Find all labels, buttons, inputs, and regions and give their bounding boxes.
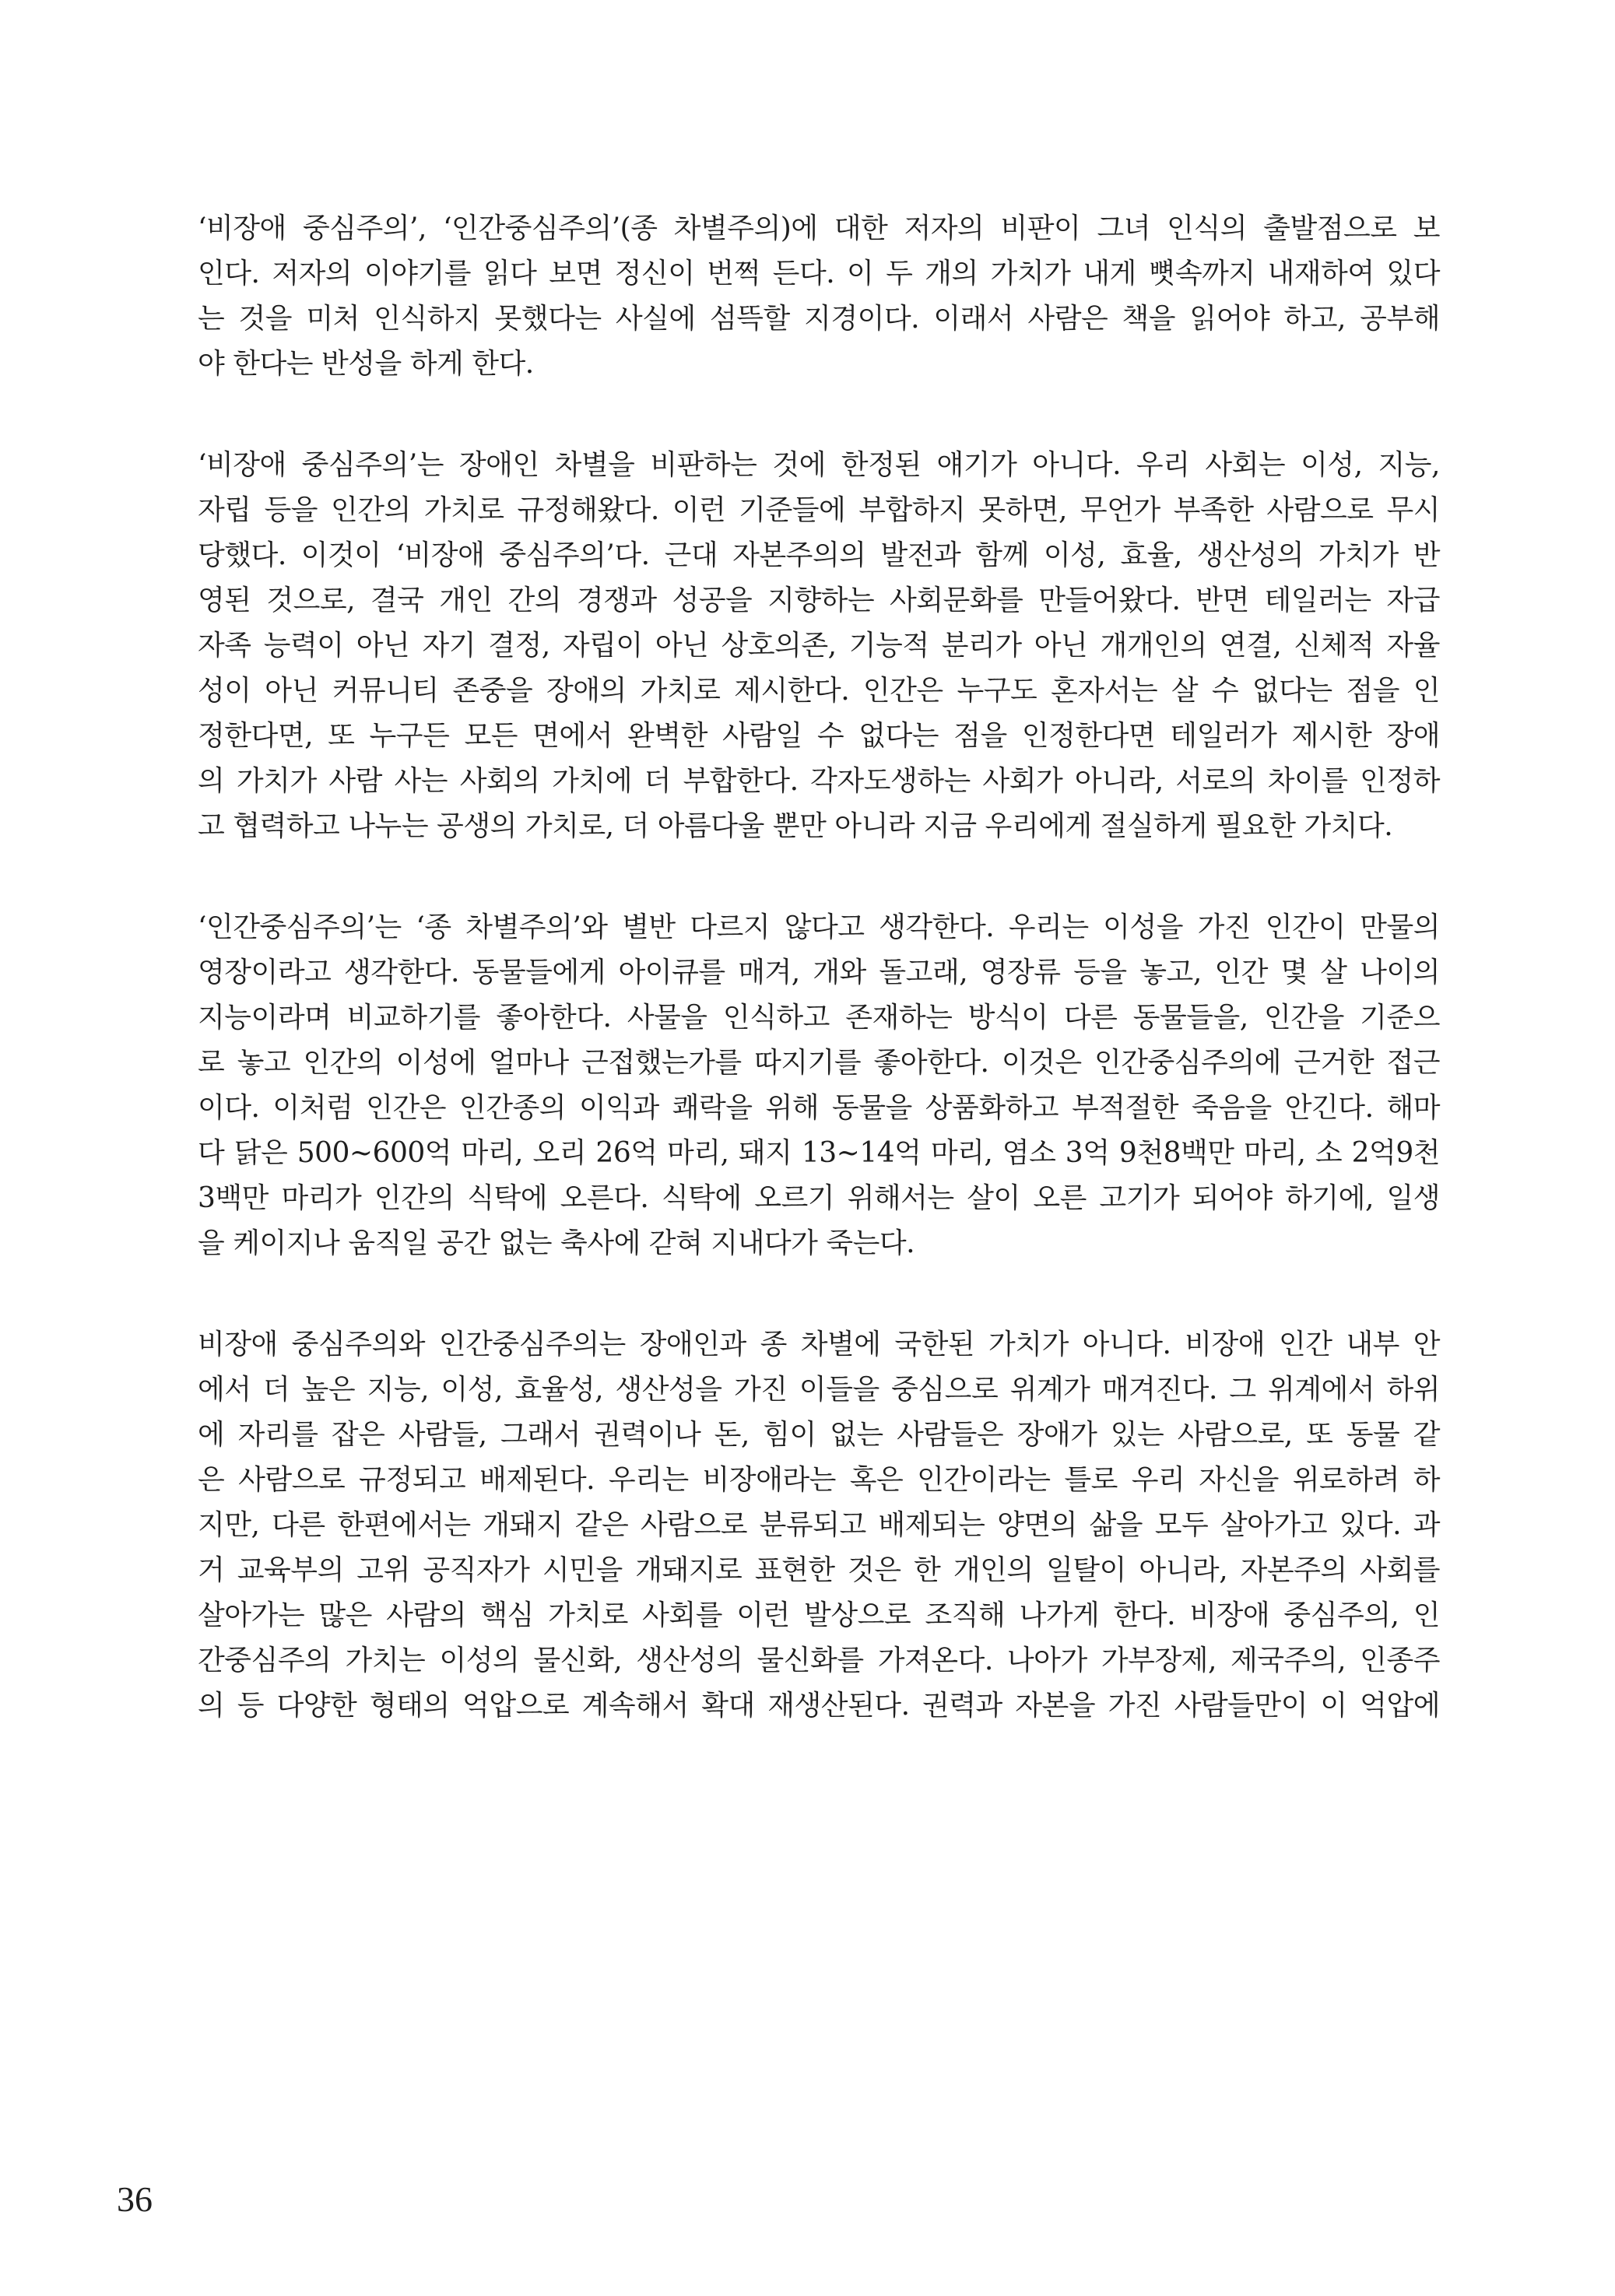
text-line: 지만, 다른 한편에서는 개돼지 같은 사람으로 분류되고 배제되는 양면의 삶을 모두 살아가고 있다. 과 xyxy=(198,1509,1440,1541)
text-line: 비장애 중심주의와 인간중심주의는 장애인과 종 차별에 국한된 가치가 아니다. 비장애 인간 내부 안 xyxy=(198,1329,1440,1360)
text-line: 을 케이지나 움직일 공간 없는 축사에 갇혀 지내다가 죽는다. xyxy=(198,1227,915,1259)
text-line: 영장이라고 생각한다. 동물들에게 아이큐를 매겨, 개와 돌고래, 영장류 등을 놓고, 인간 몇 살 나이의 xyxy=(198,957,1440,988)
paragraph-2 xyxy=(198,443,1440,849)
text-line: 살아가는 많은 사람의 핵심 가치로 사회를 이런 발상으로 조직해 나가게 한다. 비장애 중심주의, 인 xyxy=(198,1599,1440,1631)
text-line: ‘비장애 중심주의’, ‘인간중심주의’(종 차별주의)에 대한 저자의 비판이 그녀 인식의 출발점으로 보 xyxy=(198,212,1440,244)
text-line: 3백만 마리가 인간의 식탁에 오른다. 식탁에 오르기 위해서는 살이 오른 고기가 되어야 하기에, 일생 xyxy=(198,1182,1440,1214)
text-line: 는 것을 미처 인식하지 못했다는 사실에 섬뜩할 지경이다. 이래서 사람은 책을 읽어야 하고, 공부해 xyxy=(198,303,1440,335)
text-line: 영된 것으로, 결국 개인 간의 경쟁과 성공을 지향하는 사회문화를 만들어왔다. 반면 테일러는 자급 xyxy=(198,585,1440,616)
text-line: 거 교육부의 고위 공직자가 시민을 개돼지로 표현한 것은 한 개인의 일탈이 아니라, 자본주의 사회를 xyxy=(198,1554,1440,1586)
paragraph-1 xyxy=(198,206,1440,387)
text-line: 지능이라며 비교하기를 좋아한다. 사물을 인식하고 존재하는 방식이 다른 동물들을, 인간을 기준으 xyxy=(198,1002,1440,1034)
text-line: ‘비장애 중심주의’는 장애인 차별을 비판하는 것에 한정된 얘기가 아니다. 우리 사회는 이성, 지능, xyxy=(198,449,1440,481)
text-line: 야 한다는 반성을 하게 한다. xyxy=(198,348,534,380)
page-number: 36 xyxy=(117,2179,153,2219)
text-line: 정한다면, 또 누구든 모든 면에서 완벽한 사람일 수 없다는 점을 인정한다면 테일러가 제시한 장애 xyxy=(198,720,1440,752)
text-line: ‘인간중심주의’는 ‘종 차별주의’와 별반 다르지 않다고 생각한다. 우리는 이성을 가진 인간이 만물의 xyxy=(198,911,1440,943)
text-line: 고 협력하고 나누는 공생의 가치로, 더 아름다울 뿐만 아니라 지금 우리에게 절실하게 필요한 가치다. xyxy=(198,810,1393,842)
text-line: 인다. 저자의 이야기를 읽다 보면 정신이 번쩍 든다. 이 두 개의 가치가 내게 뼛속까지 내재하여 있다 xyxy=(198,258,1440,290)
body-text xyxy=(198,206,1440,1785)
text-line: 에 자리를 잡은 사람들, 그래서 권력이나 돈, 힘이 없는 사람들은 장애가 있는 사람으로, 또 동물 같 xyxy=(198,1419,1440,1451)
text-line: 간중심주의 가치는 이성의 물신화, 생산성의 물신화를 가져온다. 나아가 가부장제, 제국주의, 인종주 xyxy=(198,1645,1440,1676)
text-line: 로 놓고 인간의 이성에 얼마나 근접했는가를 따지기를 좋아한다. 이것은 인간중심주의에 근거한 접근 xyxy=(198,1047,1440,1079)
text-line: 의 등 다양한 형태의 억압으로 계속해서 확대 재생산된다. 권력과 자본을 가진 사람들만이 이 억압에 xyxy=(198,1690,1440,1722)
text-line: 당했다. 이것이 ‘비장애 중심주의’다. 근대 자본주의의 발전과 함께 이성, 효율, 생산성의 가치가 반 xyxy=(198,539,1440,571)
text-line: 성이 아닌 커뮤니티 존중을 장애의 가치로 제시한다. 인간은 누구도 혼자서는 살 수 없다는 점을 인 xyxy=(198,675,1440,707)
text-line: 자족 능력이 아닌 자기 결정, 자립이 아닌 상호의존, 기능적 분리가 아닌 개개인의 연결, 신체적 자율 xyxy=(198,630,1440,662)
text-line: 자립 등을 인간의 가치로 규정해왔다. 이런 기준들에 부합하지 못하면, 무언가 부족한 사람으로 무시 xyxy=(198,494,1440,526)
paragraph-4 xyxy=(198,1322,1440,1729)
text-line: 이다. 이처럼 인간은 인간종의 이익과 쾌락을 위해 동물을 상품화하고 부적절한 죽음을 안긴다. 해마 xyxy=(198,1092,1440,1124)
text-line: 은 사람으로 규정되고 배제된다. 우리는 비장애라는 혹은 인간이라는 틀로 우리 자신을 위로하려 하 xyxy=(198,1464,1440,1496)
text-line: 에서 더 높은 지능, 이성, 효율성, 생산성을 가진 이들을 중심으로 위계가 매겨진다. 그 위계에서 하위 xyxy=(198,1374,1440,1406)
text-line: 다 닭은 500~600억 마리, 오리 26억 마리, 돼지 13~14억 마리, 염소 3억 9천8백만 마리, 소 2억9천 xyxy=(198,1137,1440,1169)
text-line: 의 가치가 사람 사는 사회의 가치에 더 부합한다. 각자도생하는 사회가 아니라, 서로의 차이를 인정하 xyxy=(198,765,1440,797)
paragraph-3 xyxy=(198,905,1440,1266)
